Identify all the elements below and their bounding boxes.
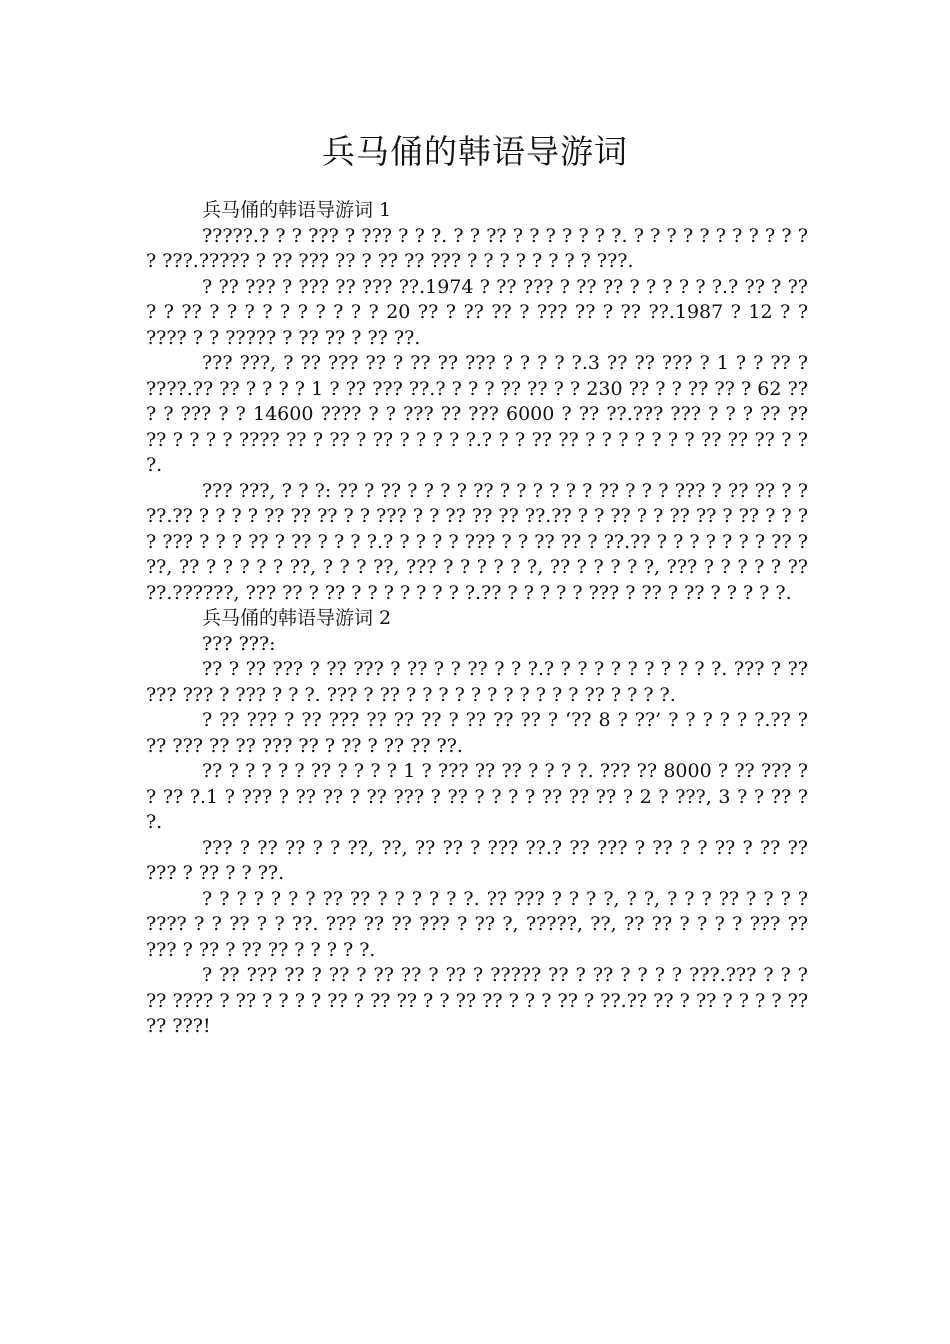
document-title: 兵马俑的韩语导游词 [322,132,628,171]
paragraph: ? ?? ??? ? ??? ?? ??? ??.1974 ? ?? ??? ? ?? ?? ? ? ? ? ? ?.? ?? ? ?? ? ? ?? ? ? ? ? ? ? ? ? ? ? 20 ?? ? ?? ?? ? ??? ?? ? ?? ??.1987 ? 12 ? ? ???? ? ? ????? ? ?? ?? ? ?? ??. [146,275,808,349]
section-heading: 兵马俑的韩语导游词 2 [202,607,392,629]
document-body [146,198,808,1040]
paragraph: ?? ? ? ? ? ? ?? ? ? ? ? 1 ? ??? ?? ?? ? ? ? ?. ??? ?? 8000 ? ?? ??? ? ? ?? ?.1 ? ??? ? ?? ?? ? ?? ??? ? ?? ? ? ? ? ?? ?? ?? ? 2 ? ???, 3 ? ? ?? ? ?. [146,760,808,833]
paragraph: ? ?? ??? ?? ? ?? ? ?? ?? ? ?? ? ????? ?? ? ?? ? ? ? ? ???.??? ? ? ? ?? ???? ? ?? ? ? ? ? ?? ? ?? ?? ? ? ?? ?? ? ? ? ?? ? ??.?? ?? ? ?? ? ? ? ? ?? ?? ???! [146,964,808,1037]
paragraph: ??? ???, ? ? ?: ?? ? ?? ? ? ? ? ?? ? ? ? ? ? ? ?? ? ? ? ??? ? ?? ?? ? ? ??.?? ? ? ? ? ?? ?? ?? ? ? ??? ? ? ?? ?? ?? ??.?? ? ? ?? ? ? ?? ?? ? ?? ? ? ? ? ??? ? ? ? ?? ? ?? ? ? ? ?.? ? ? ? ? ??? ? ? ?? ?? ? ??.?? ? ? ? ? ? ? ? ?? ? ??, ?? ? ? ? ? ? ??, ? ? ? ??, ??? ? ? ? ? ? ?, ?? ? ? ? ? ?, ??? ? ? ? ? ? ?? ??.??????, ??? ?? ? ?? ? ? ? ? ? ? ? ?.?? ? ? ? ? ? ??? ? ?? ? ?? ? ? ? ? ?. [146,479,808,604]
section-heading: 兵马俑的韩语导游词 1 [202,199,392,221]
paragraph: ??? ???, ? ?? ??? ?? ? ?? ?? ??? ? ? ? ? ?.3 ?? ?? ??? ? 1 ? ? ?? ? ????.?? ?? ? ? ? ? 1 ? ?? ??? ??.? ? ? ? ?? ?? ? ? 230 ?? ? ? ?? ?? ? 62 ?? ? ? ??? ? ? 14600 ???? ? ? ??? ?? ??? 6000 ? ?? ??.??? ??? ? ? ? ?? ?? ?? ? ? ? ? ???? ?? ? ?? ? ?? ? ? ? ? ?.? ? ? ?? ?? ? ? ? ? ? ? ? ?? ?? ?? ? ? ?. [146,352,808,476]
paragraph: ??? ? ?? ?? ? ? ??, ??, ?? ?? ? ??? ??.? ?? ??? ? ?? ? ? ?? ? ?? ?? ??? ? ?? ? ? ??. [146,836,808,884]
paragraph: ? ?? ??? ? ?? ??? ?? ?? ?? ? ?? ?? ?? ? ‘?? 8 ? ??’ ? ? ? ? ? ?.?? ? ?? ??? ?? ?? ??? ?? ? ?? ? ?? ?? ??. [146,709,808,757]
paragraph: ?? ? ?? ??? ? ?? ??? ? ?? ? ? ?? ? ? ?.? ? ? ? ? ? ? ? ? ? ?. ??? ? ?? ??? ??? ? ??? ? ? ?. ??? ? ?? ? ? ? ? ? ? ? ? ? ? ? ?? ? ? ? ?. [146,658,808,706]
paragraph: ?????.? ? ? ??? ? ??? ? ? ?. ? ? ?? ? ? ? ? ? ? ?. ? ? ? ? ? ? ? ? ? ? ? ? ???.????? ? ?? ??? ?? ? ?? ?? ??? ? ? ? ? ? ? ? ? ???. [146,224,808,272]
paragraph: ??? ???: [202,632,276,655]
paragraph: ? ? ? ? ? ? ? ?? ?? ? ? ? ? ? ?. ?? ??? ? ? ? ?, ? ?, ? ? ? ?? ? ? ? ? ???? ? ? ?? ? ? ??. ??? ?? ?? ??? ? ?? ?, ?????, ??, ?? ?? ? ? ? ? ??? ?? ??? ? ?? ? ?? ?? ? ? ? ? ?. [146,887,808,961]
